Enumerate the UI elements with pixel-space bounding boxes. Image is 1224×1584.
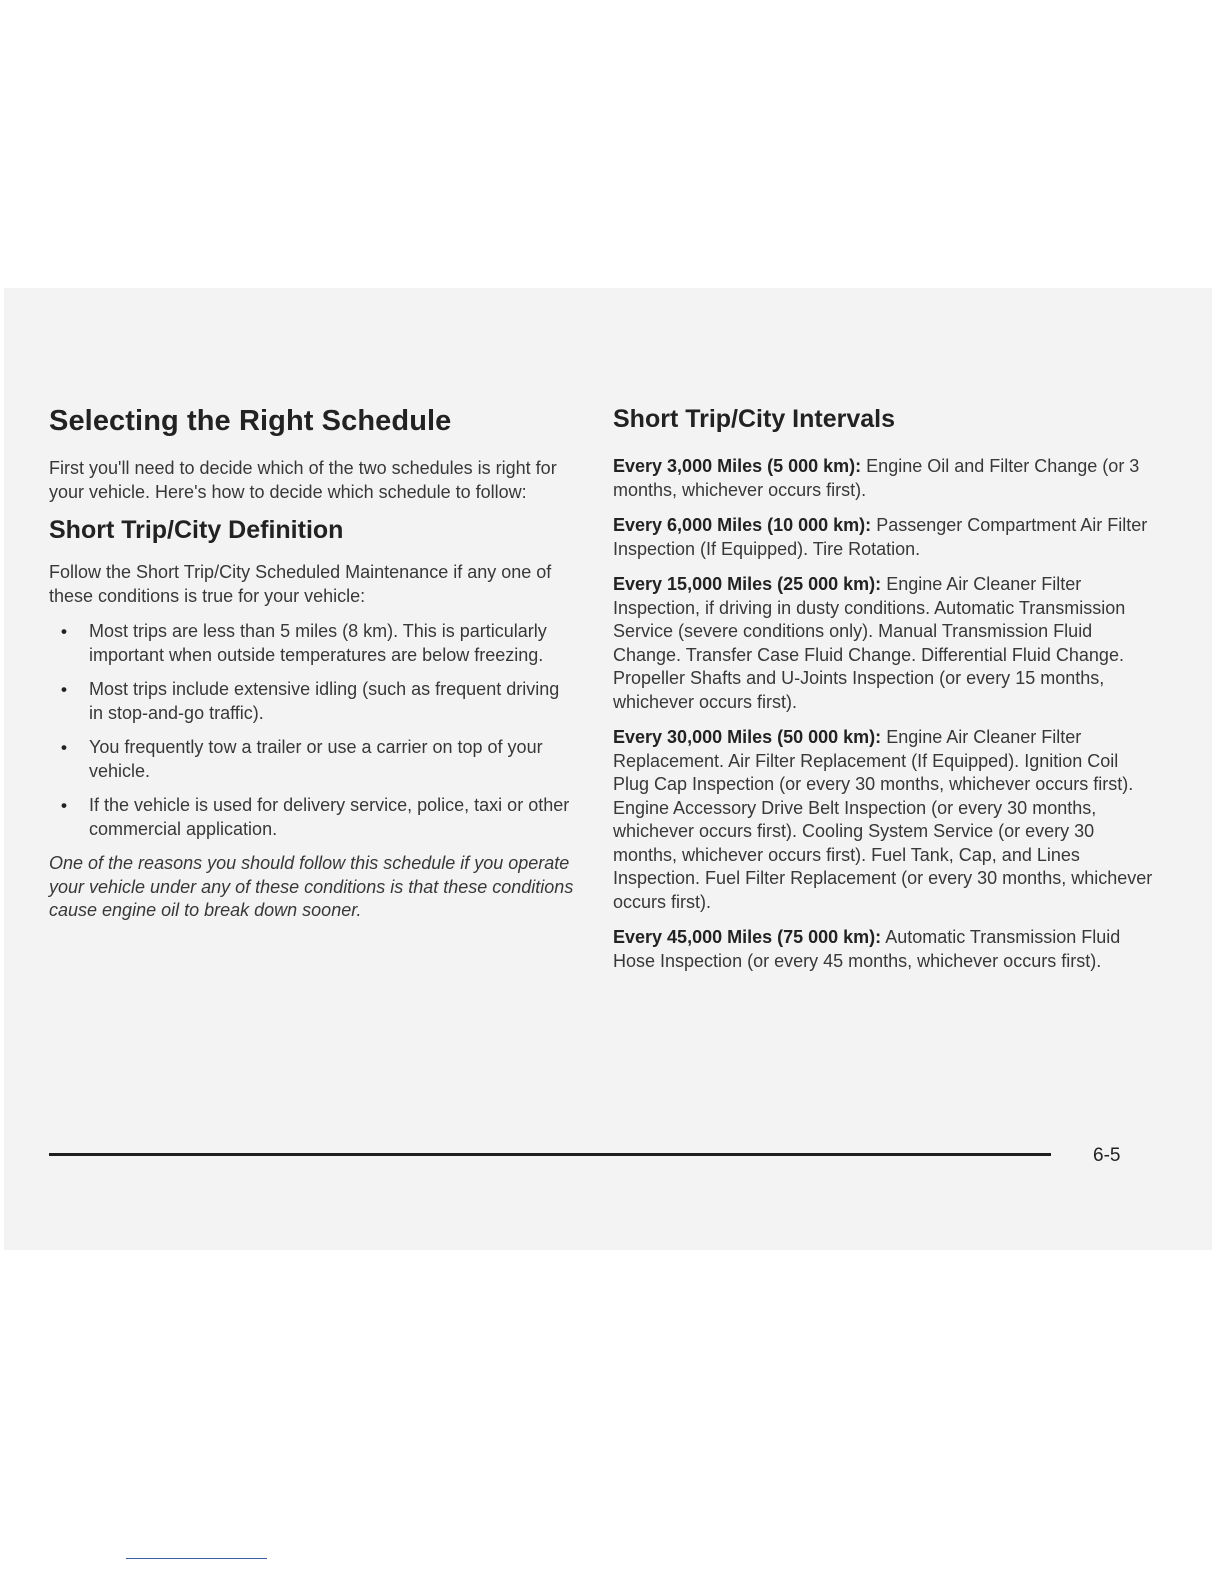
interval-entry bbox=[613, 926, 1153, 973]
interval-label: Every 15,000 Miles (25 000 km): bbox=[613, 574, 882, 594]
interval-entry bbox=[613, 573, 1153, 714]
intro-paragraph: First you'll need to decide which of the two schedules is right for your vehicle. Here's how to decide which schedule to follow: bbox=[49, 458, 557, 502]
interval-text: Engine Oil and Filter Change (or 3 months, whichever occurs first). bbox=[613, 456, 1140, 500]
list-item-text: Most trips are less than 5 miles (8 km). This is particularly important when outside temperatures are below freezing. bbox=[89, 621, 547, 665]
interval-label: Every 6,000 Miles (10 000 km): bbox=[613, 515, 872, 535]
bullet-icon: • bbox=[61, 738, 67, 757]
list-item bbox=[49, 736, 577, 783]
interval-text: Automatic Transmission Fluid Hose Inspection (or every 45 months, whichever occurs first). bbox=[613, 927, 1121, 971]
page-number: 6-5 bbox=[1093, 1145, 1121, 1166]
right-column bbox=[613, 405, 1153, 985]
footer-rule bbox=[49, 1153, 1051, 1156]
intervals-heading: Short Trip/City Intervals bbox=[613, 405, 896, 433]
interval-entry bbox=[613, 455, 1153, 502]
left-column bbox=[49, 405, 577, 935]
italic-note: One of the reasons you should follow this schedule if you operate your vehicle under any of these conditions is that these conditions cause engine oil to break down sooner. bbox=[49, 853, 574, 920]
interval-text: Engine Air Cleaner Filter Replacement. Air Filter Replacement (If Equipped). Ignition Coil Plug Cap Inspection (or every 30 months, whichever occurs first). Engine Accessory Drive Belt Inspection (or every 30 months, whichever occurs first). Cooling System Service (or every 30 months, whichever occurs first). Fuel Tank, Cap, and Lines Inspection. Fuel Filter Replacement (or every 30 months, whichever occurs first). bbox=[613, 727, 1153, 912]
list-item bbox=[49, 620, 577, 667]
list-item bbox=[49, 678, 577, 725]
bullet-icon: • bbox=[61, 796, 67, 815]
link-underline bbox=[126, 1558, 267, 1559]
interval-label: Every 45,000 Miles (75 000 km): bbox=[613, 927, 882, 947]
list-item-text: You frequently tow a trailer or use a carrier on top of your vehicle. bbox=[89, 737, 543, 781]
bullet-icon: • bbox=[61, 622, 67, 641]
interval-text: Passenger Compartment Air Filter Inspection (If Equipped). Tire Rotation. bbox=[613, 515, 1148, 559]
section-title: Selecting the Right Schedule bbox=[49, 405, 452, 437]
interval-label: Every 30,000 Miles (50 000 km): bbox=[613, 727, 882, 747]
interval-entry bbox=[613, 726, 1153, 914]
conditions-list bbox=[49, 620, 577, 841]
interval-label: Every 3,000 Miles (5 000 km): bbox=[613, 456, 862, 476]
page-sheet bbox=[4, 288, 1212, 1250]
list-item-text: Most trips include extensive idling (such as frequent driving in stop-and-go traffic). bbox=[89, 679, 560, 723]
list-item-text: If the vehicle is used for delivery service, police, taxi or other commercial application. bbox=[89, 795, 570, 839]
list-item bbox=[49, 794, 577, 841]
definition-heading: Short Trip/City Definition bbox=[49, 516, 344, 544]
bullet-icon: • bbox=[61, 680, 67, 699]
interval-entry bbox=[613, 514, 1153, 561]
definition-intro: Follow the Short Trip/City Scheduled Maintenance if any one of these conditions is true for your vehicle: bbox=[49, 562, 552, 606]
interval-text: Engine Air Cleaner Filter Inspection, if driving in dusty conditions. Automatic Transmission Service (severe conditions only). Manual Transmission Fluid Change. Transfer Case Fluid Change. Differential Fluid Change. Propeller Shafts and U-Joints Inspection (or every 15 months, whichever occurs first). bbox=[613, 574, 1126, 712]
